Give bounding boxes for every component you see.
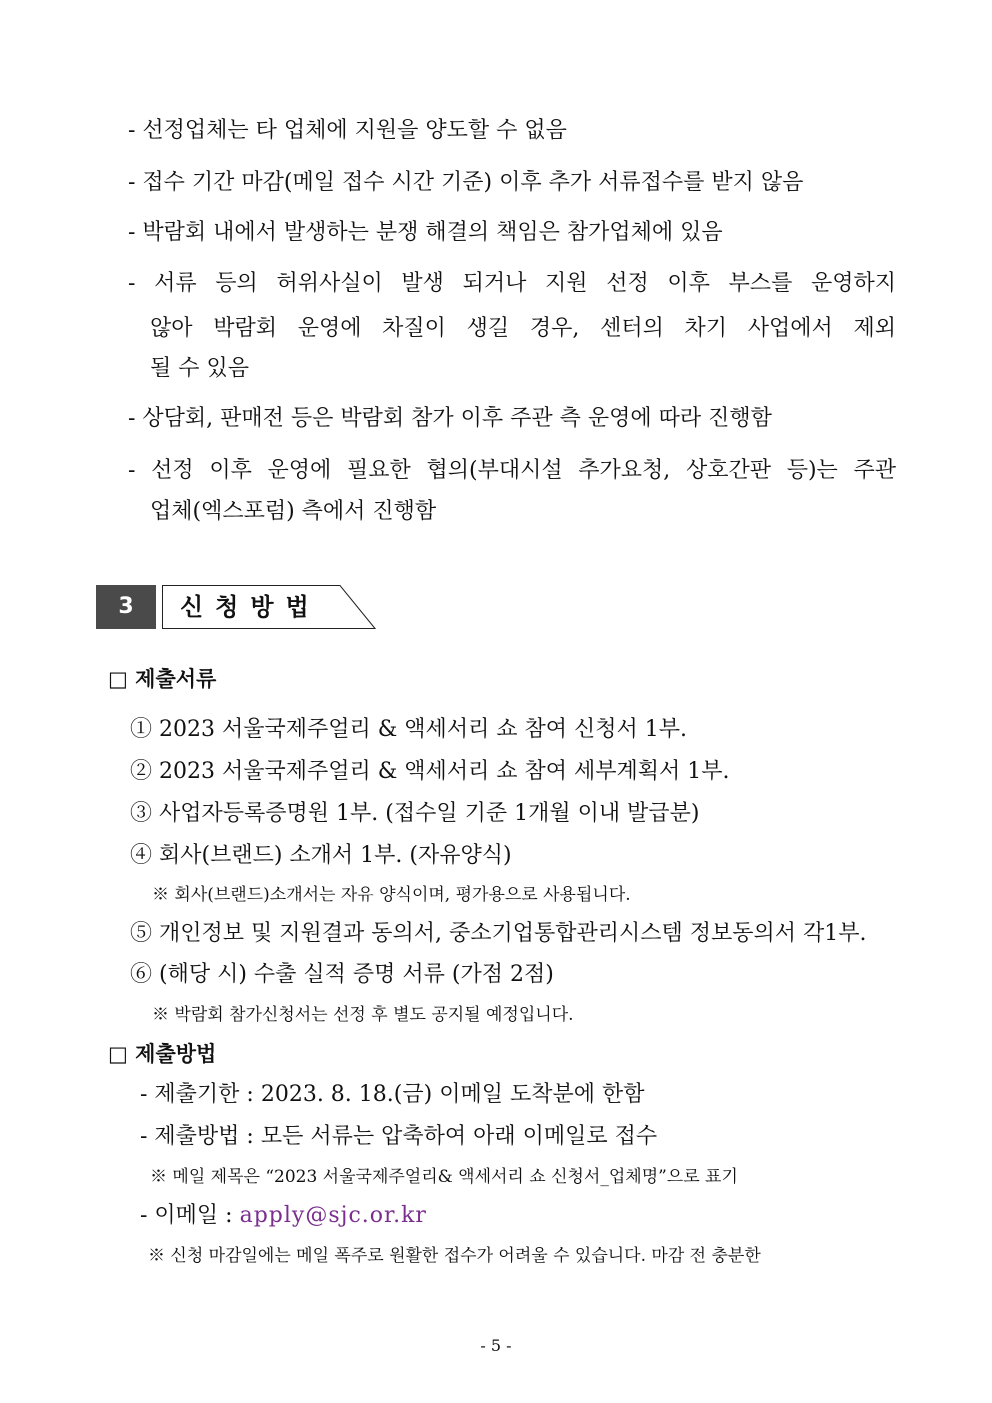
- document-note-2: ※ 박람회 참가신청서는 선정 후 별도 공지될 예정입니다.: [152, 1005, 574, 1025]
- bullet-6-line-1: - 선정 이후 운영에 필요한 협의(부대시설 추가요청, 상호간판 등)는 주관: [128, 458, 896, 483]
- document-note-1: ※ 회사(브랜드)소개서는 자유 양식이며, 평가용으로 사용됩니다.: [152, 885, 631, 905]
- section-tab: [162, 585, 376, 629]
- bullet-2: - 접수 기간 마감(메일 접수 시간 기준) 이후 추가 서류접수를 받지 않음: [128, 170, 804, 195]
- document-item-3: ③ 사업자등록증명원 1부. (접수일 기준 1개월 이내 발급분): [130, 801, 700, 826]
- bullet-4-line-2: 않아 박람회 운영에 차질이 생길 경우, 센터의 차기 사업에서 제외: [150, 316, 896, 341]
- method-final-note: ※ 신청 마감일에는 메일 폭주로 원활한 접수가 어려울 수 있습니다. 마감 전 충분한: [148, 1246, 761, 1266]
- bullet-3: - 박람회 내에서 발생하는 분쟁 해결의 책임은 참가업체에 있음: [128, 220, 723, 245]
- section-title: 신청방법: [180, 593, 321, 621]
- bullet-4-line-3: 될 수 있음: [150, 356, 249, 381]
- method-subject-note: ※ 메일 제목은 “2023 서울국제주얼리& 액세서리 쇼 신청서_업체명”으로 표기: [150, 1167, 738, 1187]
- bullet-5: - 상담회, 판매전 등은 박람회 참가 이후 주관 측 운영에 따라 진행함: [128, 406, 772, 431]
- bullet-4-line-1: - 서류 등의 허위사실이 발생 되거나 지원 선정 이후 부스를 운영하지: [128, 271, 896, 296]
- document-item-1: ① 2023 서울국제주얼리 & 액세서리 쇼 참여 신청서 1부.: [130, 717, 688, 742]
- bullet-1: - 선정업체는 타 업체에 지원을 양도할 수 없음: [128, 118, 567, 143]
- email-link[interactable]: apply@sjc.or.kr: [239, 1203, 427, 1228]
- method-deadline: - 제출기한 : 2023. 8. 18.(금) 이메일 도착분에 한함: [140, 1082, 645, 1107]
- document-item-2: ② 2023 서울국제주얼리 & 액세서리 쇼 참여 세부계획서 1부.: [130, 759, 730, 784]
- section-number: 3: [96, 585, 156, 629]
- method-email-row: [140, 1201, 427, 1231]
- page-number: - 5 -: [480, 1336, 512, 1355]
- document-item-6: ⑥ (해당 시) 수출 실적 증명 서류 (가점 2점): [130, 962, 554, 987]
- method-heading: □ 제출방법: [108, 1042, 217, 1066]
- document-item-5: ⑤ 개인정보 및 지원결과 동의서, 중소기업통합관리시스템 정보동의서 각1부.: [130, 921, 867, 946]
- bullet-6-line-2: 업체(엑스포럼) 측에서 진행함: [150, 499, 437, 524]
- document-item-4: ④ 회사(브랜드) 소개서 1부. (자유양식): [130, 843, 512, 868]
- documents-heading: □ 제출서류: [108, 667, 217, 691]
- email-label: - 이메일 :: [140, 1203, 240, 1228]
- method-how: - 제출방법 : 모든 서류는 압축하여 아래 이메일로 접수: [140, 1124, 658, 1149]
